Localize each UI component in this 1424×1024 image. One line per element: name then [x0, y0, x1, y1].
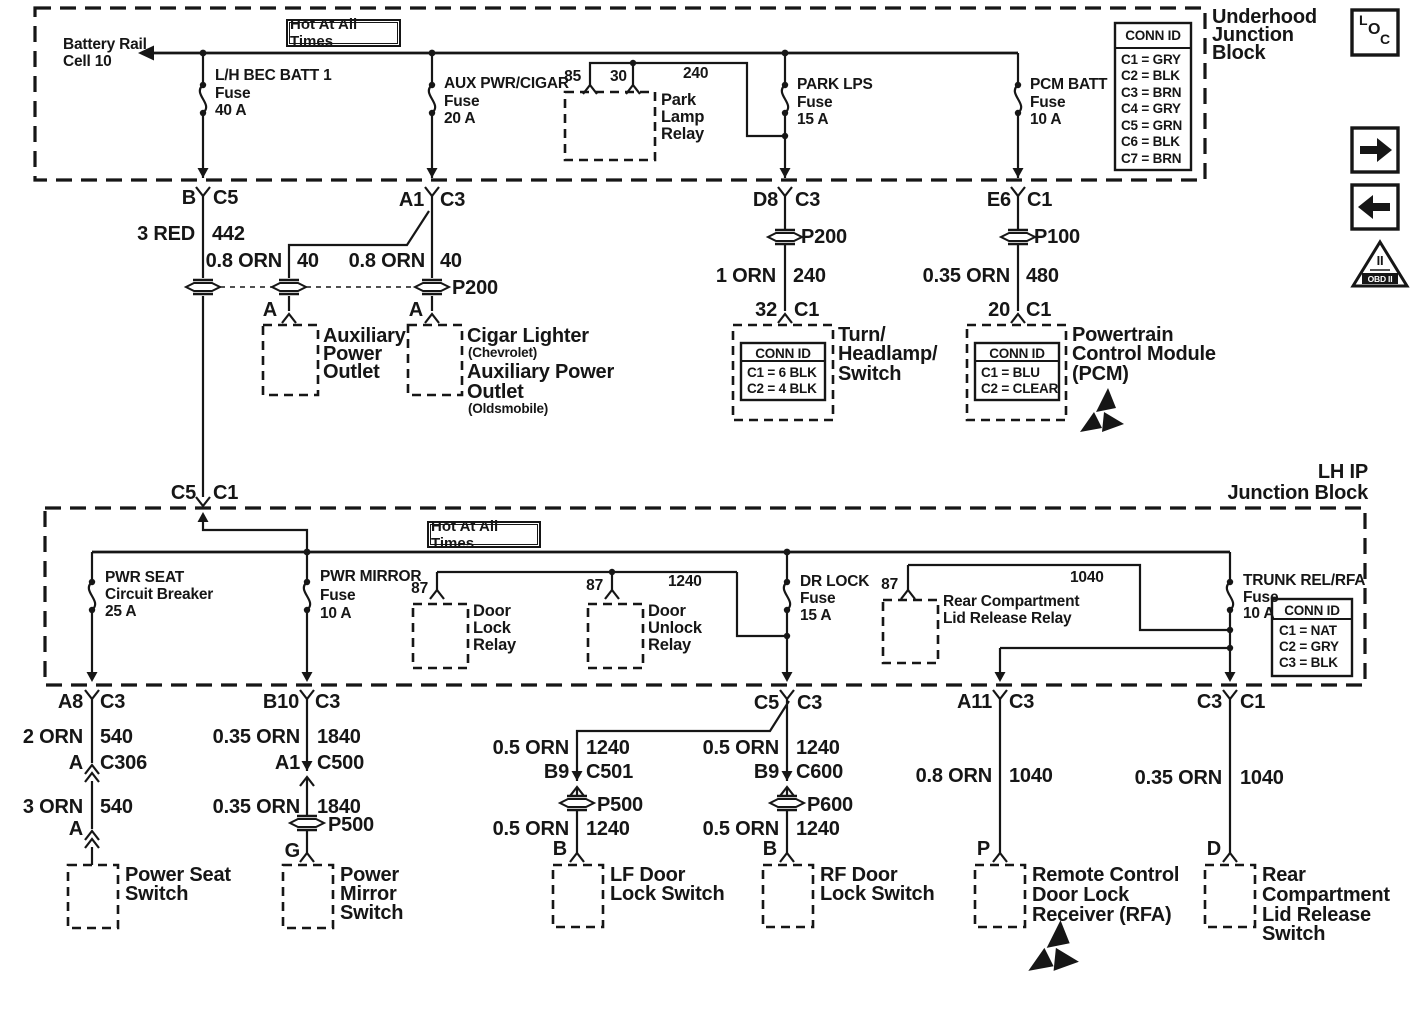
wire-circuit: 40: [297, 250, 319, 272]
relay-name: Door: [473, 602, 511, 620]
relay-name: Lock: [473, 619, 511, 637]
conn-id-row: C3 = BRN: [1121, 85, 1182, 100]
rf-door-lock-switch-box: [763, 865, 813, 927]
hot-at-all-times-banner: Hot At All Times: [289, 22, 398, 44]
obd2-band: OBD II: [1367, 274, 1393, 284]
wire-circuit: 1040: [1240, 767, 1284, 789]
relay-name: Relay: [648, 636, 692, 654]
cigar-lighter-box: [408, 325, 462, 395]
lhip-junction-block-outline: [45, 508, 1365, 685]
component-name: Headlamp/: [838, 343, 938, 365]
conn-pin: A: [68, 752, 83, 774]
splice-label: P100: [1034, 226, 1080, 248]
splice-label: P500: [328, 814, 374, 836]
wire-circuit: 1240: [796, 737, 840, 759]
conn-id-title: CONN ID: [755, 346, 811, 361]
wire-spec: 1 ORN: [715, 265, 776, 287]
block-title: LH IP: [1317, 461, 1368, 483]
wire-spec: 0.35 ORN: [212, 726, 300, 748]
wire-spec: 0.5 ORN: [492, 737, 569, 759]
splice-label: P600: [807, 794, 853, 816]
relay-name: Unlock: [648, 619, 702, 637]
conn-cavity: C1: [1026, 299, 1052, 321]
wire-spec: 0.8 ORN: [915, 765, 992, 787]
conn-id-title: CONN ID: [1284, 603, 1340, 618]
conn-pin: A8: [57, 691, 83, 713]
component-make: (Chevrolet): [468, 345, 538, 360]
rear-lid-release-relay-box: [883, 600, 938, 663]
conn-id-row: C1 = NAT: [1279, 623, 1337, 638]
conn-label: C500: [317, 752, 365, 774]
component-name: Remote Control: [1032, 864, 1180, 886]
conn-id-row: C1 = BLU: [981, 365, 1040, 380]
fuse-kind: Fuse: [800, 590, 836, 607]
component-pin: P: [976, 838, 990, 860]
conn-id-title: CONN ID: [1125, 28, 1181, 43]
wire-spec: 0.5 ORN: [492, 818, 569, 840]
relay-name: Relay: [473, 636, 517, 654]
conn-cavity: C1: [794, 299, 820, 321]
component-name: Lid Release: [1262, 904, 1371, 926]
component-name: Turn/: [838, 324, 886, 346]
conn-cavity: C1: [1027, 189, 1053, 211]
conn-pin: B9: [753, 761, 779, 783]
battery-rail-label: Battery Rail: [63, 36, 147, 53]
wire-spec: 0.5 ORN: [702, 818, 779, 840]
component-name: Outlet: [467, 381, 524, 403]
wire-circuit: 442: [212, 223, 245, 245]
fuse-kind: Fuse: [1243, 589, 1279, 606]
esd-symbol: [1080, 388, 1124, 432]
next-page-icon[interactable]: [1352, 128, 1398, 172]
conn-cavity: C3: [440, 189, 466, 211]
power-mirror-switch-box: [283, 865, 333, 928]
esd-symbol: [1028, 920, 1079, 971]
block-title: Block: [1212, 42, 1266, 64]
relay-name: Door: [648, 602, 686, 620]
wire-spec: 3 RED: [137, 223, 195, 245]
conn-label: C600: [796, 761, 844, 783]
component-make: (Oldsmobile): [468, 401, 549, 416]
loc-letter: L: [1359, 12, 1368, 28]
component-name: (PCM): [1072, 363, 1129, 385]
wire-circuit: 1840: [317, 726, 361, 748]
fuse-rating: 40 A: [215, 102, 247, 119]
fuse-name: AUX PWR/CIGAR: [444, 75, 569, 92]
obd2-numeral: II: [1376, 253, 1384, 268]
conn-pin: B: [181, 187, 196, 209]
component-pin: D: [1206, 838, 1221, 860]
wire-circuit: 480: [1026, 265, 1059, 287]
fuse-name: DR LOCK: [800, 573, 870, 590]
wire-circuit: 540: [100, 726, 133, 748]
relay-pin-87: 87: [881, 576, 898, 593]
fuse-rating: 10 A: [1243, 605, 1275, 622]
wire-spec: 2 ORN: [22, 726, 83, 748]
relay-pin-85: 85: [564, 68, 581, 85]
conn-pin: A1: [398, 189, 424, 211]
fuse-name: PWR MIRROR: [320, 568, 422, 585]
wire-circuit-240: 240: [683, 65, 709, 82]
component-name: Switch: [1262, 923, 1326, 945]
component-name: Rear: [1262, 864, 1306, 886]
relay-pin-87: 87: [586, 577, 603, 594]
door-lock-relay-box: [413, 604, 468, 668]
conn-id-row: C1 = GRY: [1121, 52, 1181, 67]
component-name: Power: [340, 864, 400, 886]
conn-cavity: C3: [100, 691, 126, 713]
component-name: Power: [323, 343, 383, 365]
conn-pin: B9: [543, 761, 569, 783]
conn-cavity: C3: [797, 692, 823, 714]
conn-pin: B10: [262, 691, 299, 713]
component-name: Lock Switch: [610, 883, 725, 905]
conn-cavity: C1: [213, 482, 239, 504]
conn-id-row: C2 = GRY: [1279, 639, 1339, 654]
conn-pin: A11: [957, 691, 992, 713]
conn-id-row: C5 = GRN: [1121, 118, 1183, 133]
breaker-kind: Circuit Breaker: [105, 586, 214, 603]
wire-circuit: 1240: [586, 737, 630, 759]
component-pin: A: [262, 299, 277, 321]
conn-pin: D8: [752, 189, 778, 211]
fuse-kind: Fuse: [797, 94, 833, 111]
door-unlock-relay-box: [588, 604, 643, 668]
loc-letter: C: [1380, 31, 1390, 47]
component-name: Outlet: [323, 361, 380, 383]
conn-label: C501: [586, 761, 634, 783]
wire-spec: 0.8 ORN: [205, 250, 282, 272]
conn-id-row: C3 = BLK: [1279, 655, 1338, 670]
fuse-kind: Fuse: [444, 93, 480, 110]
conn-pin: C5: [753, 692, 779, 714]
wire-circuit: 240: [793, 265, 826, 287]
conn-id-row: C2 = 4 BLK: [747, 381, 817, 396]
fuse-kind: Fuse: [215, 85, 251, 102]
relay-name: Park: [661, 91, 696, 109]
component-pin: 32: [755, 299, 777, 321]
fuse-name: PARK LPS: [797, 76, 873, 93]
splice-label: P500: [597, 794, 643, 816]
conn-id-title: CONN ID: [989, 346, 1045, 361]
conn-cavity: C3: [795, 189, 821, 211]
conn-id-row: C2 = CLEAR: [981, 381, 1059, 396]
block-title: Junction: [1212, 24, 1294, 46]
lhip-wiring: [85, 522, 1352, 699]
wire-circuit: 540: [100, 796, 133, 818]
wire-circuit-1240: 1240: [668, 573, 702, 590]
component-name: Receiver (RFA): [1032, 904, 1172, 926]
component-pin: 20: [988, 299, 1010, 321]
component-name: Auxiliary: [323, 325, 406, 347]
lid-release-switch-box: [1205, 865, 1255, 927]
component-name: Control Module: [1072, 343, 1216, 365]
relay-name: Lamp: [661, 108, 705, 126]
wire-spec: 3 ORN: [22, 796, 83, 818]
fuse-rating: 15 A: [800, 607, 832, 624]
component-name: RF Door: [820, 864, 898, 886]
component-pin: G: [284, 840, 300, 862]
fuse-name: PCM BATT: [1030, 76, 1108, 93]
relay-pin-30: 30: [610, 68, 627, 85]
conn-cavity: C1: [1240, 691, 1266, 713]
lf-door-lock-switch-box: [553, 865, 603, 927]
wire-circuit: 1040: [1009, 765, 1053, 787]
aux-power-outlet-box: [263, 325, 318, 395]
component-pin: A: [68, 818, 83, 840]
wire-spec: 0.35 ORN: [922, 265, 1010, 287]
fuse-rating: 10 A: [1030, 111, 1062, 128]
component-name: Switch: [340, 902, 404, 924]
conn-id-row: C6 = BLK: [1121, 134, 1180, 149]
breaker-rating: 25 A: [105, 603, 137, 620]
wire-circuit: 1240: [586, 818, 630, 840]
splice-label: P200: [801, 226, 847, 248]
component-name: LF Door: [610, 864, 686, 886]
wire-spec: 0.5 ORN: [702, 737, 779, 759]
component-pin: B: [552, 838, 567, 860]
component-pin: B: [762, 838, 777, 860]
relay-name: Rear Compartment: [943, 593, 1080, 610]
relay-pin-87: 87: [411, 580, 428, 597]
fuse-rating: 10 A: [320, 605, 352, 622]
component-name: Door Lock: [1032, 884, 1130, 906]
component-name: Power Seat: [125, 864, 231, 886]
fuse-kind: Fuse: [1030, 94, 1066, 111]
wire-circuit-1040: 1040: [1070, 569, 1104, 586]
conn-pin: A1: [274, 752, 300, 774]
hot-at-all-times-banner: Hot At All Times: [430, 524, 538, 545]
fuse-rating: 20 A: [444, 110, 476, 127]
component-name: Cigar Lighter: [467, 325, 589, 347]
conn-id-row: C1 = 6 BLK: [747, 365, 817, 380]
conn-cavity: C3: [315, 691, 341, 713]
wire-circuit: 1840: [317, 796, 361, 818]
conn-id-row: C4 = GRY: [1121, 101, 1181, 116]
component-name: Lock Switch: [820, 883, 935, 905]
rfa-receiver-box: [975, 865, 1025, 927]
conn-pin: C5: [170, 482, 196, 504]
conn-cavity: C3: [1009, 691, 1035, 713]
conn-id-row: C7 = BRN: [1121, 151, 1182, 166]
wire-circuit: 40: [440, 250, 462, 272]
park-lamp-relay-box: [565, 92, 655, 160]
component-name: Powertrain: [1072, 324, 1174, 346]
breaker-name: PWR SEAT: [105, 569, 185, 586]
conn-cavity: C5: [213, 187, 239, 209]
loc-letter: O: [1368, 21, 1381, 38]
component-name: Compartment: [1262, 884, 1390, 906]
wire-spec: 0.35 ORN: [1134, 767, 1222, 789]
component-name: Switch: [125, 883, 189, 905]
prev-page-icon[interactable]: [1352, 185, 1398, 229]
relay-name: Relay: [661, 125, 705, 143]
conn-pin: E6: [986, 189, 1011, 211]
conn-pin: C3: [1196, 691, 1222, 713]
block-title: Underhood: [1212, 6, 1317, 28]
component-name: Switch: [838, 363, 902, 385]
wire-spec: 0.8 ORN: [348, 250, 425, 272]
wire-spec: 0.35 ORN: [212, 796, 300, 818]
conn-label: C306: [100, 752, 148, 774]
component-name: Mirror: [340, 883, 397, 905]
battery-rail-cell: Cell 10: [63, 53, 112, 70]
component-pin: A: [408, 299, 423, 321]
relay-name: Lid Release Relay: [943, 610, 1072, 627]
component-name: Auxiliary Power: [467, 361, 615, 383]
block-title: Junction Block: [1227, 482, 1368, 504]
fuse-rating: 15 A: [797, 111, 829, 128]
power-seat-switch-box: [68, 865, 118, 928]
conn-id-row: C2 = BLK: [1121, 68, 1180, 83]
wire-circuit: 1240: [796, 818, 840, 840]
splice-label: P200: [452, 277, 498, 299]
fuse-kind: Fuse: [320, 587, 356, 604]
fuse-name: TRUNK REL/RFA: [1243, 572, 1366, 589]
fuse-name: L/H BEC BATT 1: [215, 67, 332, 84]
